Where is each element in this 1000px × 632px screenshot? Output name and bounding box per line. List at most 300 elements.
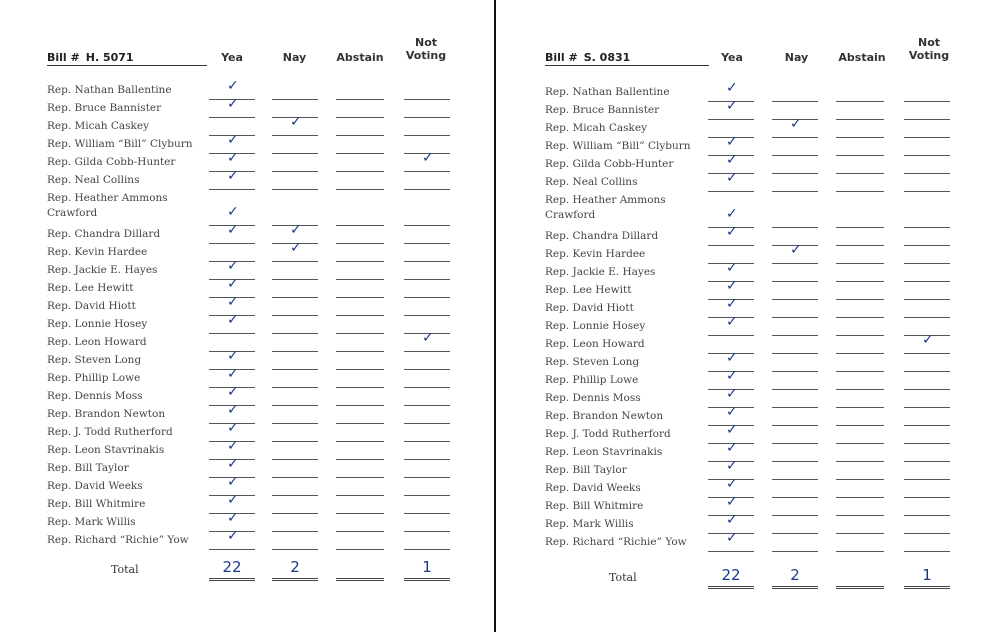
vote-cell-nay[interactable] [772, 137, 818, 156]
vote-cell-not-voting[interactable] [904, 407, 950, 426]
table-row [0, 438, 494, 459]
vote-cell-nay[interactable] [272, 240, 318, 262]
vote-cell-not-voting[interactable] [904, 173, 950, 192]
vote-cell-abstain[interactable] [336, 441, 384, 460]
total-label: Total [609, 571, 637, 584]
table-row [0, 276, 494, 297]
table-row [496, 191, 1000, 227]
vote-cell-abstain[interactable] [836, 497, 884, 516]
vote-cell-abstain[interactable] [336, 225, 384, 244]
vote-cell-abstain[interactable] [336, 369, 384, 388]
table-row [0, 366, 494, 387]
vote-cell-abstain[interactable] [336, 261, 384, 280]
vote-cell-abstain[interactable] [836, 515, 884, 534]
vote-cell-not-voting[interactable] [404, 459, 450, 478]
check-mark-icon: ✓ [726, 134, 738, 150]
vote-cell-not-voting[interactable] [904, 137, 950, 156]
vote-cell-yea[interactable] [209, 528, 255, 550]
check-mark-icon: ✓ [726, 170, 738, 186]
not-voting-header-line1: Not [917, 36, 941, 49]
table-row [496, 260, 1000, 281]
vote-cell-abstain[interactable] [836, 407, 884, 426]
table-row [496, 224, 1000, 245]
check-mark-icon: ✓ [227, 222, 239, 238]
vote-cell-abstain[interactable] [836, 101, 884, 120]
table-row [0, 420, 494, 441]
vote-cell-not-voting[interactable] [904, 245, 950, 264]
rep-name: Rep. Jackie E. Hayes [47, 264, 158, 276]
vote-cell-nay[interactable] [772, 209, 818, 228]
table-row [0, 402, 494, 423]
rep-name: Rep. Jackie E. Hayes [545, 266, 656, 278]
vote-cell-nay[interactable] [272, 513, 318, 532]
check-mark-icon: ✓ [227, 258, 239, 274]
total-nay-cell [272, 560, 318, 581]
abstain-header: Abstain [838, 51, 886, 64]
vote-cell-abstain[interactable] [336, 279, 384, 298]
vote-cell-nay[interactable] [272, 153, 318, 172]
vote-cell-nay[interactable] [272, 369, 318, 388]
vote-cell-abstain[interactable] [836, 137, 884, 156]
check-mark-icon: ✓ [726, 512, 738, 528]
check-mark-icon: ✓ [227, 168, 239, 184]
rep-name: Rep. Heather Ammons Crawford [545, 194, 666, 221]
rep-name: Rep. Leon Howard [47, 336, 147, 348]
check-mark-icon: ✓ [922, 332, 934, 348]
vote-cell-not-voting[interactable] [404, 441, 450, 460]
vote-cell-not-voting[interactable] [404, 261, 450, 280]
not-voting-header-line1: Not [414, 36, 438, 49]
vote-cell-nay[interactable] [272, 387, 318, 406]
yea-header: Yea [721, 51, 743, 64]
vote-cell-abstain[interactable] [836, 155, 884, 174]
check-mark-icon: ✓ [726, 296, 738, 312]
vote-cell-not-voting[interactable] [904, 461, 950, 480]
vote-cell-not-voting[interactable] [404, 207, 450, 226]
vote-cell-nay[interactable] [772, 533, 818, 552]
rep-name: Rep. David Hiott [47, 300, 136, 312]
vote-cell-nay[interactable] [272, 279, 318, 298]
vote-cell-not-voting[interactable] [404, 99, 450, 118]
vote-cell-yea[interactable] [708, 224, 754, 246]
vote-cell-abstain[interactable] [336, 135, 384, 154]
rep-name: Rep. Lonnie Hosey [47, 318, 148, 330]
vote-cell-abstain[interactable] [836, 227, 884, 246]
vote-cell-not-voting[interactable] [404, 531, 450, 550]
vote-cell-nay[interactable] [272, 423, 318, 442]
vote-cell-abstain[interactable] [336, 207, 384, 226]
table-row [496, 350, 1000, 371]
vote-cell-yea[interactable] [708, 314, 754, 336]
table-row [496, 332, 1000, 353]
rep-name: Rep. William “Bill” Clyburn [545, 140, 691, 152]
rep-name: Rep. Lee Hewitt [47, 282, 134, 294]
tally-sheet-right [496, 0, 1000, 632]
vote-cell-abstain[interactable] [836, 425, 884, 444]
rep-name: Rep. Chandra Dillard [545, 230, 659, 242]
check-mark-icon: ✓ [227, 510, 239, 526]
check-mark-icon: ✓ [227, 78, 239, 94]
check-mark-icon: ✓ [227, 294, 239, 310]
table-row [496, 368, 1000, 389]
vote-cell-not-voting[interactable] [404, 243, 450, 262]
vote-cell-not-voting[interactable] [904, 479, 950, 498]
rep-name: Rep. David Weeks [47, 480, 143, 492]
vote-cell-not-voting[interactable] [904, 353, 950, 372]
vote-cell-nay[interactable] [772, 281, 818, 300]
total-yea: 22 [721, 566, 741, 584]
table-row [0, 330, 494, 351]
table-row [0, 384, 494, 405]
vote-cell-not-voting[interactable] [404, 171, 450, 190]
table-row [0, 294, 494, 315]
check-mark-icon: ✓ [227, 384, 239, 400]
table-row [496, 458, 1000, 479]
check-mark-icon: ✓ [790, 242, 802, 258]
vote-cell-not-voting[interactable] [404, 351, 450, 370]
rep-name: Rep. Neal Collins [545, 176, 638, 188]
rep-name: Rep. Nathan Ballentine [47, 84, 172, 96]
check-mark-icon: ✓ [726, 314, 738, 330]
vote-cell-not-voting[interactable] [904, 332, 950, 354]
check-mark-icon: ✓ [726, 422, 738, 438]
bill-number-field [545, 51, 709, 66]
vote-cell-abstain[interactable] [336, 333, 384, 352]
vote-cell-not-voting[interactable] [904, 119, 950, 138]
bill-label: Bill # [47, 51, 80, 64]
vote-cell-abstain[interactable] [836, 317, 884, 336]
table-row [496, 98, 1000, 119]
vote-cell-abstain[interactable] [336, 405, 384, 424]
table-row [0, 222, 494, 243]
rep-name: Rep. Phillip Lowe [545, 374, 639, 386]
check-mark-icon: ✓ [227, 366, 239, 382]
vote-cell-abstain[interactable] [336, 387, 384, 406]
rep-name: Rep. Heather Ammons Crawford [47, 192, 168, 219]
vote-cell-not-voting[interactable] [904, 101, 950, 120]
table-row [0, 132, 494, 153]
table-row [496, 440, 1000, 461]
rep-name: Rep. Leon Stavrinakis [545, 446, 663, 458]
vote-cell-abstain[interactable] [836, 119, 884, 138]
check-mark-icon: ✓ [227, 348, 239, 364]
vote-cell-nay[interactable] [772, 479, 818, 498]
vote-cell-not-voting[interactable] [404, 225, 450, 244]
check-mark-icon: ✓ [227, 456, 239, 472]
vote-cell-nay[interactable] [272, 297, 318, 316]
check-mark-icon: ✓ [422, 330, 434, 346]
check-mark-icon: ✓ [227, 492, 239, 508]
table-row [0, 96, 494, 117]
vote-cell-abstain[interactable] [836, 83, 884, 102]
vote-cell-yea[interactable] [708, 530, 754, 552]
rep-name: Rep. Steven Long [47, 354, 142, 366]
check-mark-icon: ✓ [227, 132, 239, 148]
vote-cell-nay[interactable] [772, 497, 818, 516]
table-row [0, 240, 494, 261]
vote-cell-abstain[interactable] [836, 353, 884, 372]
vote-cell-yea[interactable] [209, 222, 255, 244]
rep-name: Rep. Phillip Lowe [47, 372, 141, 384]
vote-cell-not-voting[interactable] [404, 150, 450, 172]
vote-cell-abstain[interactable] [836, 335, 884, 354]
vote-cell-not-voting[interactable] [404, 513, 450, 532]
table-row [496, 386, 1000, 407]
vote-cell-nay[interactable] [272, 441, 318, 460]
total-nay: 2 [290, 558, 300, 576]
rep-name: Rep. David Hiott [545, 302, 634, 314]
total-nay: 2 [790, 566, 800, 584]
check-mark-icon: ✓ [227, 528, 239, 544]
vote-cell-not-voting[interactable] [904, 227, 950, 246]
check-mark-icon: ✓ [726, 80, 738, 96]
vote-cell-nay[interactable] [272, 405, 318, 424]
vote-cell-abstain[interactable] [836, 389, 884, 408]
vote-cell-yea[interactable] [209, 312, 255, 334]
check-mark-icon: ✓ [290, 114, 302, 130]
vote-cell-abstain[interactable] [336, 477, 384, 496]
vote-cell-nay[interactable] [272, 81, 318, 100]
check-mark-icon: ✓ [726, 98, 738, 114]
vote-cell-nay[interactable] [272, 333, 318, 352]
table-row [496, 116, 1000, 137]
vote-cell-nay[interactable] [272, 135, 318, 154]
vote-cell-nay[interactable] [772, 371, 818, 390]
table-row [496, 422, 1000, 443]
check-mark-icon: ✓ [726, 206, 738, 222]
vote-cell-not-voting[interactable] [904, 299, 950, 318]
vote-cell-abstain[interactable] [836, 299, 884, 318]
vote-cell-abstain[interactable] [336, 81, 384, 100]
vote-cell-not-voting[interactable] [404, 279, 450, 298]
vote-cell-nay[interactable] [772, 389, 818, 408]
abstain-header: Abstain [336, 51, 384, 64]
vote-cell-yea[interactable] [708, 170, 754, 192]
vote-cell-abstain[interactable] [836, 245, 884, 264]
tally-sheet-left [0, 0, 494, 632]
vote-cell-not-voting[interactable] [404, 495, 450, 514]
table-row [0, 510, 494, 531]
vote-cell-abstain[interactable] [336, 117, 384, 136]
vote-cell-nay[interactable] [272, 459, 318, 478]
check-mark-icon: ✓ [726, 152, 738, 168]
vote-cell-not-voting[interactable] [404, 405, 450, 424]
vote-cell-abstain[interactable] [836, 533, 884, 552]
rep-name: Rep. Bill Taylor [47, 462, 129, 474]
total-yea: 22 [222, 558, 242, 576]
vote-cell-nay[interactable] [772, 335, 818, 354]
vote-cell-not-voting[interactable] [904, 533, 950, 552]
table-row [0, 150, 494, 171]
vote-cell-not-voting[interactable] [404, 477, 450, 496]
table-row [496, 278, 1000, 299]
vote-cell-nay[interactable] [772, 353, 818, 372]
vote-cell-nay[interactable] [772, 155, 818, 174]
rep-name: Rep. Richard “Richie” Yow [47, 534, 189, 546]
vote-cell-nay[interactable] [772, 443, 818, 462]
vote-cell-nay[interactable] [772, 299, 818, 318]
table-row [0, 258, 494, 279]
rep-name: Rep. Chandra Dillard [47, 228, 161, 240]
vote-cell-abstain[interactable] [836, 443, 884, 462]
vote-cell-not-voting[interactable] [904, 83, 950, 102]
vote-cell-abstain[interactable] [836, 479, 884, 498]
check-mark-icon: ✓ [726, 458, 738, 474]
check-mark-icon: ✓ [227, 474, 239, 490]
check-mark-icon: ✓ [726, 260, 738, 276]
vote-cell-not-voting[interactable] [904, 263, 950, 282]
vote-cell-not-voting[interactable] [904, 389, 950, 408]
rep-name: Rep. Bruce Bannister [47, 102, 162, 114]
rep-name: Rep. Dennis Moss [545, 392, 641, 404]
vote-cell-nay[interactable] [272, 531, 318, 550]
vote-cell-nay[interactable] [272, 495, 318, 514]
vote-cell-abstain[interactable] [836, 371, 884, 390]
vote-cell-abstain[interactable] [336, 423, 384, 442]
check-mark-icon: ✓ [726, 350, 738, 366]
vote-cell-not-voting[interactable] [404, 330, 450, 352]
check-mark-icon: ✓ [227, 96, 239, 112]
vote-cell-not-voting[interactable] [404, 81, 450, 100]
vote-cell-not-voting[interactable] [904, 209, 950, 228]
vote-cell-not-voting[interactable] [404, 387, 450, 406]
rep-name: Rep. Neal Collins [47, 174, 140, 186]
table-row [0, 78, 494, 99]
rep-name: Rep. Micah Caskey [47, 120, 150, 132]
vote-cell-yea[interactable] [209, 168, 255, 190]
vote-cell-nay[interactable] [772, 83, 818, 102]
vote-cell-not-voting[interactable] [404, 423, 450, 442]
check-mark-icon: ✓ [726, 386, 738, 402]
nay-header: Nay [282, 51, 307, 64]
vote-cell-nay[interactable] [772, 116, 818, 138]
vote-cell-abstain[interactable] [336, 495, 384, 514]
rep-name: Rep. Kevin Hardee [47, 246, 148, 258]
rep-name: Rep. Dennis Moss [47, 390, 143, 402]
vote-cell-not-voting[interactable] [904, 497, 950, 516]
check-mark-icon: ✓ [726, 476, 738, 492]
vote-cell-abstain[interactable] [836, 263, 884, 282]
table-row [496, 242, 1000, 263]
total-not-voting-cell [404, 560, 450, 581]
check-mark-icon: ✓ [227, 402, 239, 418]
check-mark-icon: ✓ [726, 278, 738, 294]
vote-cell-not-voting[interactable] [904, 425, 950, 444]
vote-cell-nay[interactable] [772, 425, 818, 444]
table-row [496, 404, 1000, 425]
rep-name: Rep. Brandon Newton [545, 410, 664, 422]
rep-name: Rep. Leon Howard [545, 338, 645, 350]
vote-cell-abstain[interactable] [336, 315, 384, 334]
vote-cell-nay[interactable] [272, 171, 318, 190]
table-row [0, 456, 494, 477]
table-row [496, 494, 1000, 515]
rep-name: Rep. William “Bill” Clyburn [47, 138, 193, 150]
vote-cell-nay[interactable] [272, 351, 318, 370]
vote-cell-abstain[interactable] [336, 531, 384, 550]
vote-cell-not-voting[interactable] [904, 515, 950, 534]
vote-cell-abstain[interactable] [336, 459, 384, 478]
rep-name: Rep. Nathan Ballentine [545, 86, 670, 98]
vote-cell-not-voting[interactable] [404, 297, 450, 316]
total-not-voting-cell [904, 568, 950, 589]
check-mark-icon: ✓ [227, 150, 239, 166]
vote-cell-nay[interactable] [772, 515, 818, 534]
vote-cell-not-voting[interactable] [404, 369, 450, 388]
vote-cell-not-voting[interactable] [904, 371, 950, 390]
rep-name: Rep. Lonnie Hosey [545, 320, 646, 332]
total-not-voting: 1 [422, 558, 432, 576]
vote-cell-nay[interactable] [772, 461, 818, 480]
rep-name: Rep. Mark Willis [47, 516, 136, 528]
vote-cell-abstain[interactable] [336, 513, 384, 532]
total-yea-cell [209, 560, 255, 581]
vote-cell-nay[interactable] [272, 477, 318, 496]
vote-cell-yea[interactable] [708, 98, 754, 120]
vote-cell-abstain[interactable] [836, 173, 884, 192]
not-voting-header [402, 36, 450, 62]
check-mark-icon: ✓ [790, 116, 802, 132]
vote-cell-abstain[interactable] [336, 243, 384, 262]
table-row [496, 152, 1000, 173]
rep-name: Rep. David Weeks [545, 482, 641, 494]
table-row [496, 512, 1000, 533]
vote-cell-yea[interactable] [209, 96, 255, 118]
bill-number: H. 5071 [85, 51, 134, 64]
nay-header: Nay [784, 51, 809, 64]
vote-cell-abstain[interactable] [336, 297, 384, 316]
vote-cell-nay[interactable] [772, 173, 818, 192]
vote-cell-nay[interactable] [272, 261, 318, 280]
check-mark-icon: ✓ [227, 276, 239, 292]
vote-cell-not-voting[interactable] [904, 155, 950, 174]
vote-cell-not-voting[interactable] [404, 117, 450, 136]
vote-cell-nay[interactable] [772, 407, 818, 426]
rep-name: Rep. Lee Hewitt [545, 284, 632, 296]
table-row [0, 114, 494, 135]
not-voting-header [905, 36, 953, 62]
total-abstain-cell [336, 560, 384, 581]
vote-cell-nay[interactable] [272, 114, 318, 136]
check-mark-icon: ✓ [227, 312, 239, 328]
rep-name: Rep. Kevin Hardee [545, 248, 646, 260]
rep-name: Rep. Bill Whitmire [545, 500, 644, 512]
rep-name: Rep. Gilda Cobb-Hunter [545, 158, 674, 170]
table-row [0, 474, 494, 495]
vote-cell-nay[interactable] [772, 242, 818, 264]
check-mark-icon: ✓ [726, 440, 738, 456]
vote-cell-abstain[interactable] [336, 351, 384, 370]
vote-cell-nay[interactable] [772, 263, 818, 282]
vote-cell-abstain[interactable] [836, 209, 884, 228]
table-row [0, 189, 494, 225]
check-mark-icon: ✓ [726, 404, 738, 420]
vote-cell-nay[interactable] [772, 317, 818, 336]
vote-cell-abstain[interactable] [836, 461, 884, 480]
vote-cell-abstain[interactable] [336, 99, 384, 118]
vote-cell-nay[interactable] [272, 315, 318, 334]
total-yea-cell [708, 568, 754, 589]
not-voting-header-line2: Voting [908, 49, 950, 62]
vote-cell-abstain[interactable] [836, 281, 884, 300]
vote-cell-abstain[interactable] [336, 171, 384, 190]
check-mark-icon: ✓ [726, 494, 738, 510]
vote-cell-not-voting[interactable] [904, 443, 950, 462]
table-row [0, 348, 494, 369]
vote-cell-abstain[interactable] [336, 153, 384, 172]
bill-number: S. 0831 [583, 51, 631, 64]
vote-cell-not-voting[interactable] [904, 281, 950, 300]
